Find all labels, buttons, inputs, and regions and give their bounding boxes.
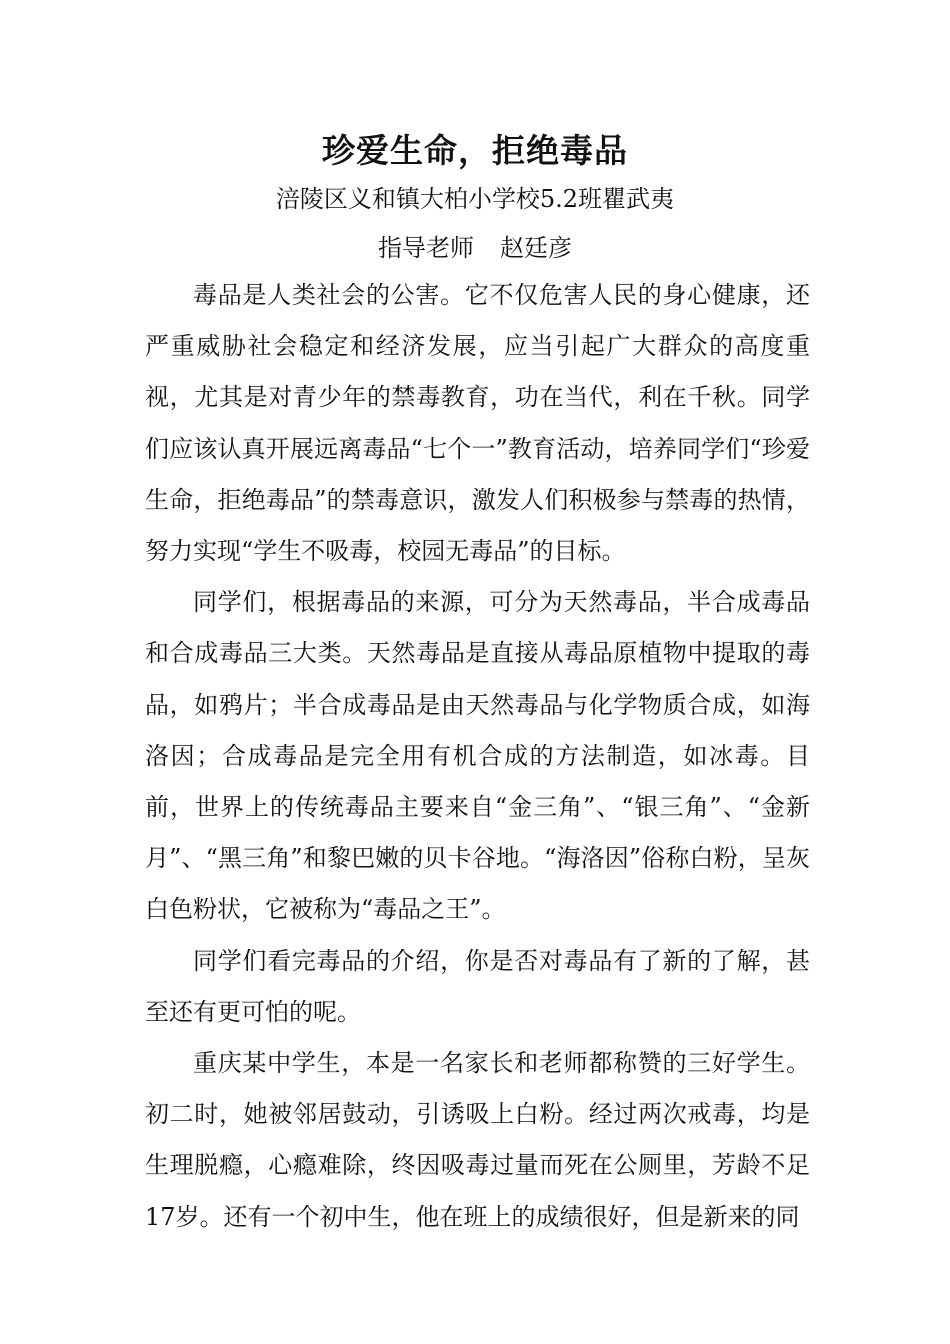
teacher-line [0,231,950,265]
paragraph: 同学们，根据毒品的来源，可分为天然毒品，半合成毒品和合成毒品三大类。天然毒品是直接从毒品原植物中提取的毒品，如鸦片；半合成毒品是由天然毒品与化学物质合成，如海洛因；合成毒品是完全用有机合成的方法制造，如冰毒。目前，世界上的传统毒品主要来自“金三角”、“银三角”、“金新月”、“黑三角”和黎巴嫩的贝卡谷地。“海洛因”俗称白粉，呈灰白色粉状，它被称为“毒品之王”。 [145,588,810,924]
article-body [145,270,810,1243]
paragraph: 毒品是人类社会的公害。它不仅危害人民的身心健康，还严重威胁社会稳定和经济发展，应当引起广大群众的高度重视，尤其是对青少年的禁毒教育，功在当代，利在千秋。同学们应该认真开展远离毒品“七个一”教育活动，培养同学们“珍爱生命，拒绝毒品”的禁毒意识，激发人们积极参与禁毒的热情，努力实现“学生不吸毒，校园无毒品”的目标。 [145,281,810,566]
author-school-line: 涪陵区义和镇大柏小学校5.2班瞿武夷 [275,185,675,213]
teacher-name: 赵廷彦 [500,234,572,262]
teacher-role: 指导老师 [378,234,474,262]
paragraph: 同学们看完毒品的介绍，你是否对毒品有了新的了解，甚至还有更可怕的呢。 [145,946,810,1026]
paragraph: 重庆某中学生，本是一名家长和老师都称赞的三好学生。初二时，她被邻居鼓动，引诱吸上白粉。经过两次戒毒，均是生理脱瘾，心瘾难除，终因吸毒过量而死在公厕里，芳龄不足17岁。还有一个初中生，他在班上的成绩很好，但是新来的同 [145,1049,810,1231]
document-title: 珍爱生命，拒绝毒品 [322,131,628,170]
